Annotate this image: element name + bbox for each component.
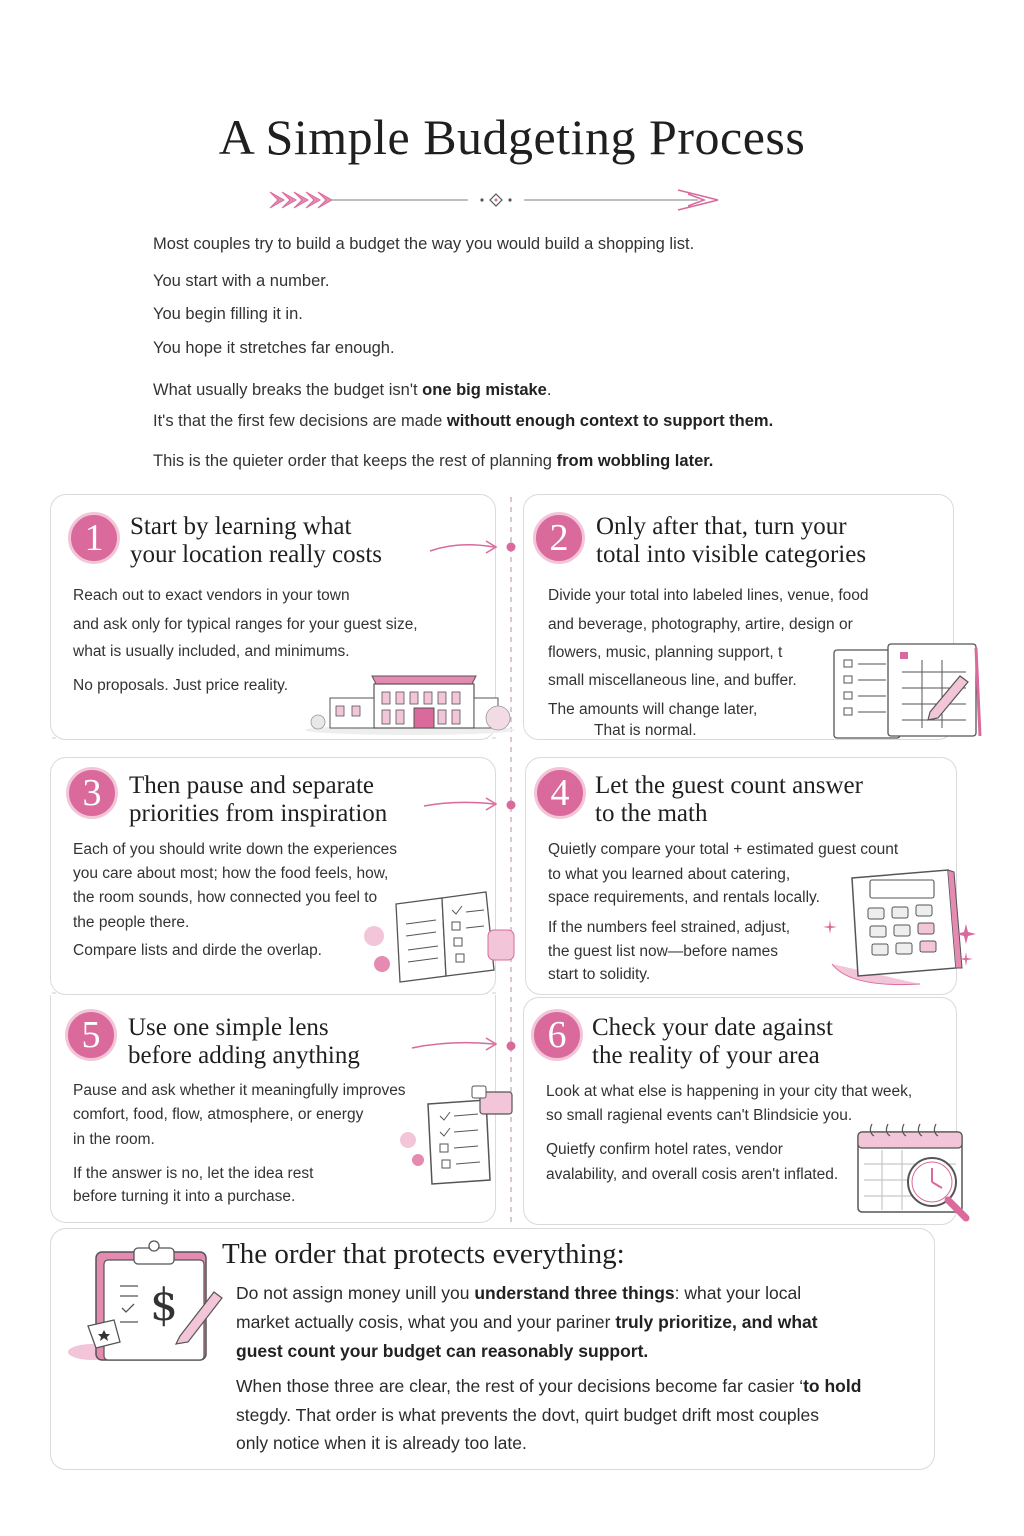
checklist-clipboard-icon	[390, 1084, 520, 1188]
step-text-line: to what you learned about catering,	[548, 866, 791, 883]
step-text-line: the guest list now—before names	[548, 943, 779, 960]
page-title: A Simple Budgeting Process	[218, 109, 806, 165]
step-text-line: Divide your total into labeled lines, venue, food	[548, 587, 869, 604]
step-text-line: No proposals. Just price reality.	[73, 677, 289, 694]
step-text-line: avalability, and overall cosis aren't inflated.	[546, 1166, 839, 1183]
step-text-line: and beverage, photography, artire, design or	[548, 616, 853, 633]
step-number-badge: 5	[65, 1009, 117, 1061]
step-text-line: start to solidity.	[548, 966, 651, 983]
summary-line: market actually cosis, what you and your pariner truly prioritize, and what	[236, 1312, 818, 1332]
step-text-line: Quietfy confirm hotel rates, vendor	[546, 1141, 783, 1158]
step-text-line: the people there.	[73, 914, 190, 931]
step-text-line: comfort, food, flow, atmosphere, or energy	[73, 1106, 364, 1123]
step-text-line: space requirements, and rentals locally.	[548, 889, 820, 906]
step-text-line: Pause and ask whether it meaningfully improves	[73, 1082, 406, 1099]
step-text-line: Quietly compare your total + estimated guest count	[548, 841, 899, 858]
intro-line: You begin filling it in.	[153, 305, 303, 323]
step-number-badge: 3	[66, 767, 118, 819]
venue-building-icon	[300, 654, 520, 736]
step-text-line: what is usually included, and minimums.	[73, 643, 350, 660]
calendar-clock-icon	[852, 1118, 974, 1224]
summary-title: The order that protects everything:	[222, 1238, 625, 1270]
step-number-badge: 6	[531, 1009, 583, 1061]
step-number-badge: 2	[533, 512, 585, 564]
step-title: Start by learning what your location really costs	[130, 513, 383, 568]
step-text-line: before turning it into a purchase.	[73, 1188, 296, 1205]
step-title: Check your date against the reality of your area	[592, 1014, 833, 1069]
step-text-line: If the numbers feel strained, adjust,	[548, 919, 791, 936]
step-text-line: small miscellaneous line, and buffer.	[548, 672, 797, 689]
dollar-clipboard-icon	[62, 1236, 228, 1370]
checklist-notebook-icon	[356, 884, 520, 986]
step-text-line: so small ragienal events can't Blindsicie you.	[546, 1107, 853, 1124]
arrow-icon	[422, 794, 500, 814]
budget-sheet-icon	[830, 640, 990, 744]
step-text-line: you care about most; how the food feels, how,	[73, 865, 389, 882]
step-text-line: flowers, music, planning support, t	[548, 644, 783, 661]
step-title: Use one simple lens before adding anything	[128, 1014, 360, 1069]
step-title: Only after that, turn your total into visible categories	[596, 513, 867, 568]
step-text-line: and ask only for typical ranges for your guest size,	[73, 616, 418, 633]
step-text-line: Look at what else is happening in your city that week,	[546, 1083, 913, 1100]
intro-line: It's that the first few decisions are made withoutt enough context to support them.	[153, 412, 774, 430]
step-text-line: Each of you should write down the experiences	[73, 841, 397, 858]
svg-text:$: $	[150, 1280, 178, 1331]
intro-line: What usually breaks the budget isn't one big mistake.	[153, 381, 552, 399]
arrow-icon	[410, 1034, 500, 1054]
calculator-icon	[810, 860, 980, 990]
summary-line: only notice when it is already too late.	[236, 1433, 527, 1453]
step-text-line: in the room.	[73, 1131, 155, 1148]
summary-line: Do not assign money unill you understand three things: what your local	[236, 1283, 802, 1303]
step-number-badge: 1	[68, 512, 120, 564]
intro-line: Most couples try to build a budget the way you would build a shopping list.	[153, 235, 695, 253]
intro-line: You start with a number.	[153, 272, 330, 290]
arrow-icon	[428, 537, 500, 557]
step-text-line: If the answer is no, let the idea rest	[73, 1165, 314, 1182]
intro-line: You hope it stretches far enough.	[153, 339, 395, 357]
summary-line: stegdy. That order is what prevents the dovt, quirt budget drift most couples	[236, 1405, 820, 1425]
step-text-line: Compare lists and dirde the overlap.	[73, 942, 322, 959]
step-text-line: That is normal.	[594, 722, 697, 739]
step-title: Let the guest count answer to the math	[595, 772, 863, 827]
step-title: Then pause and separate priorities from inspiration	[129, 772, 388, 827]
intro-line: This is the quieter order that keeps the rest of planning from wobbling later.	[153, 452, 714, 470]
summary-line: When those three are clear, the rest of your decisions become far casier ‘to hold	[236, 1376, 862, 1396]
step-text-line: Reach out to exact vendors in your town	[73, 587, 350, 604]
summary-line: guest count your budget can reasonably support.	[236, 1341, 649, 1361]
step-text-line: the room sounds, how connected you feel to	[73, 889, 378, 906]
step-text-line: The amounts will change later,	[548, 701, 758, 718]
step-number-badge: 4	[534, 767, 586, 819]
